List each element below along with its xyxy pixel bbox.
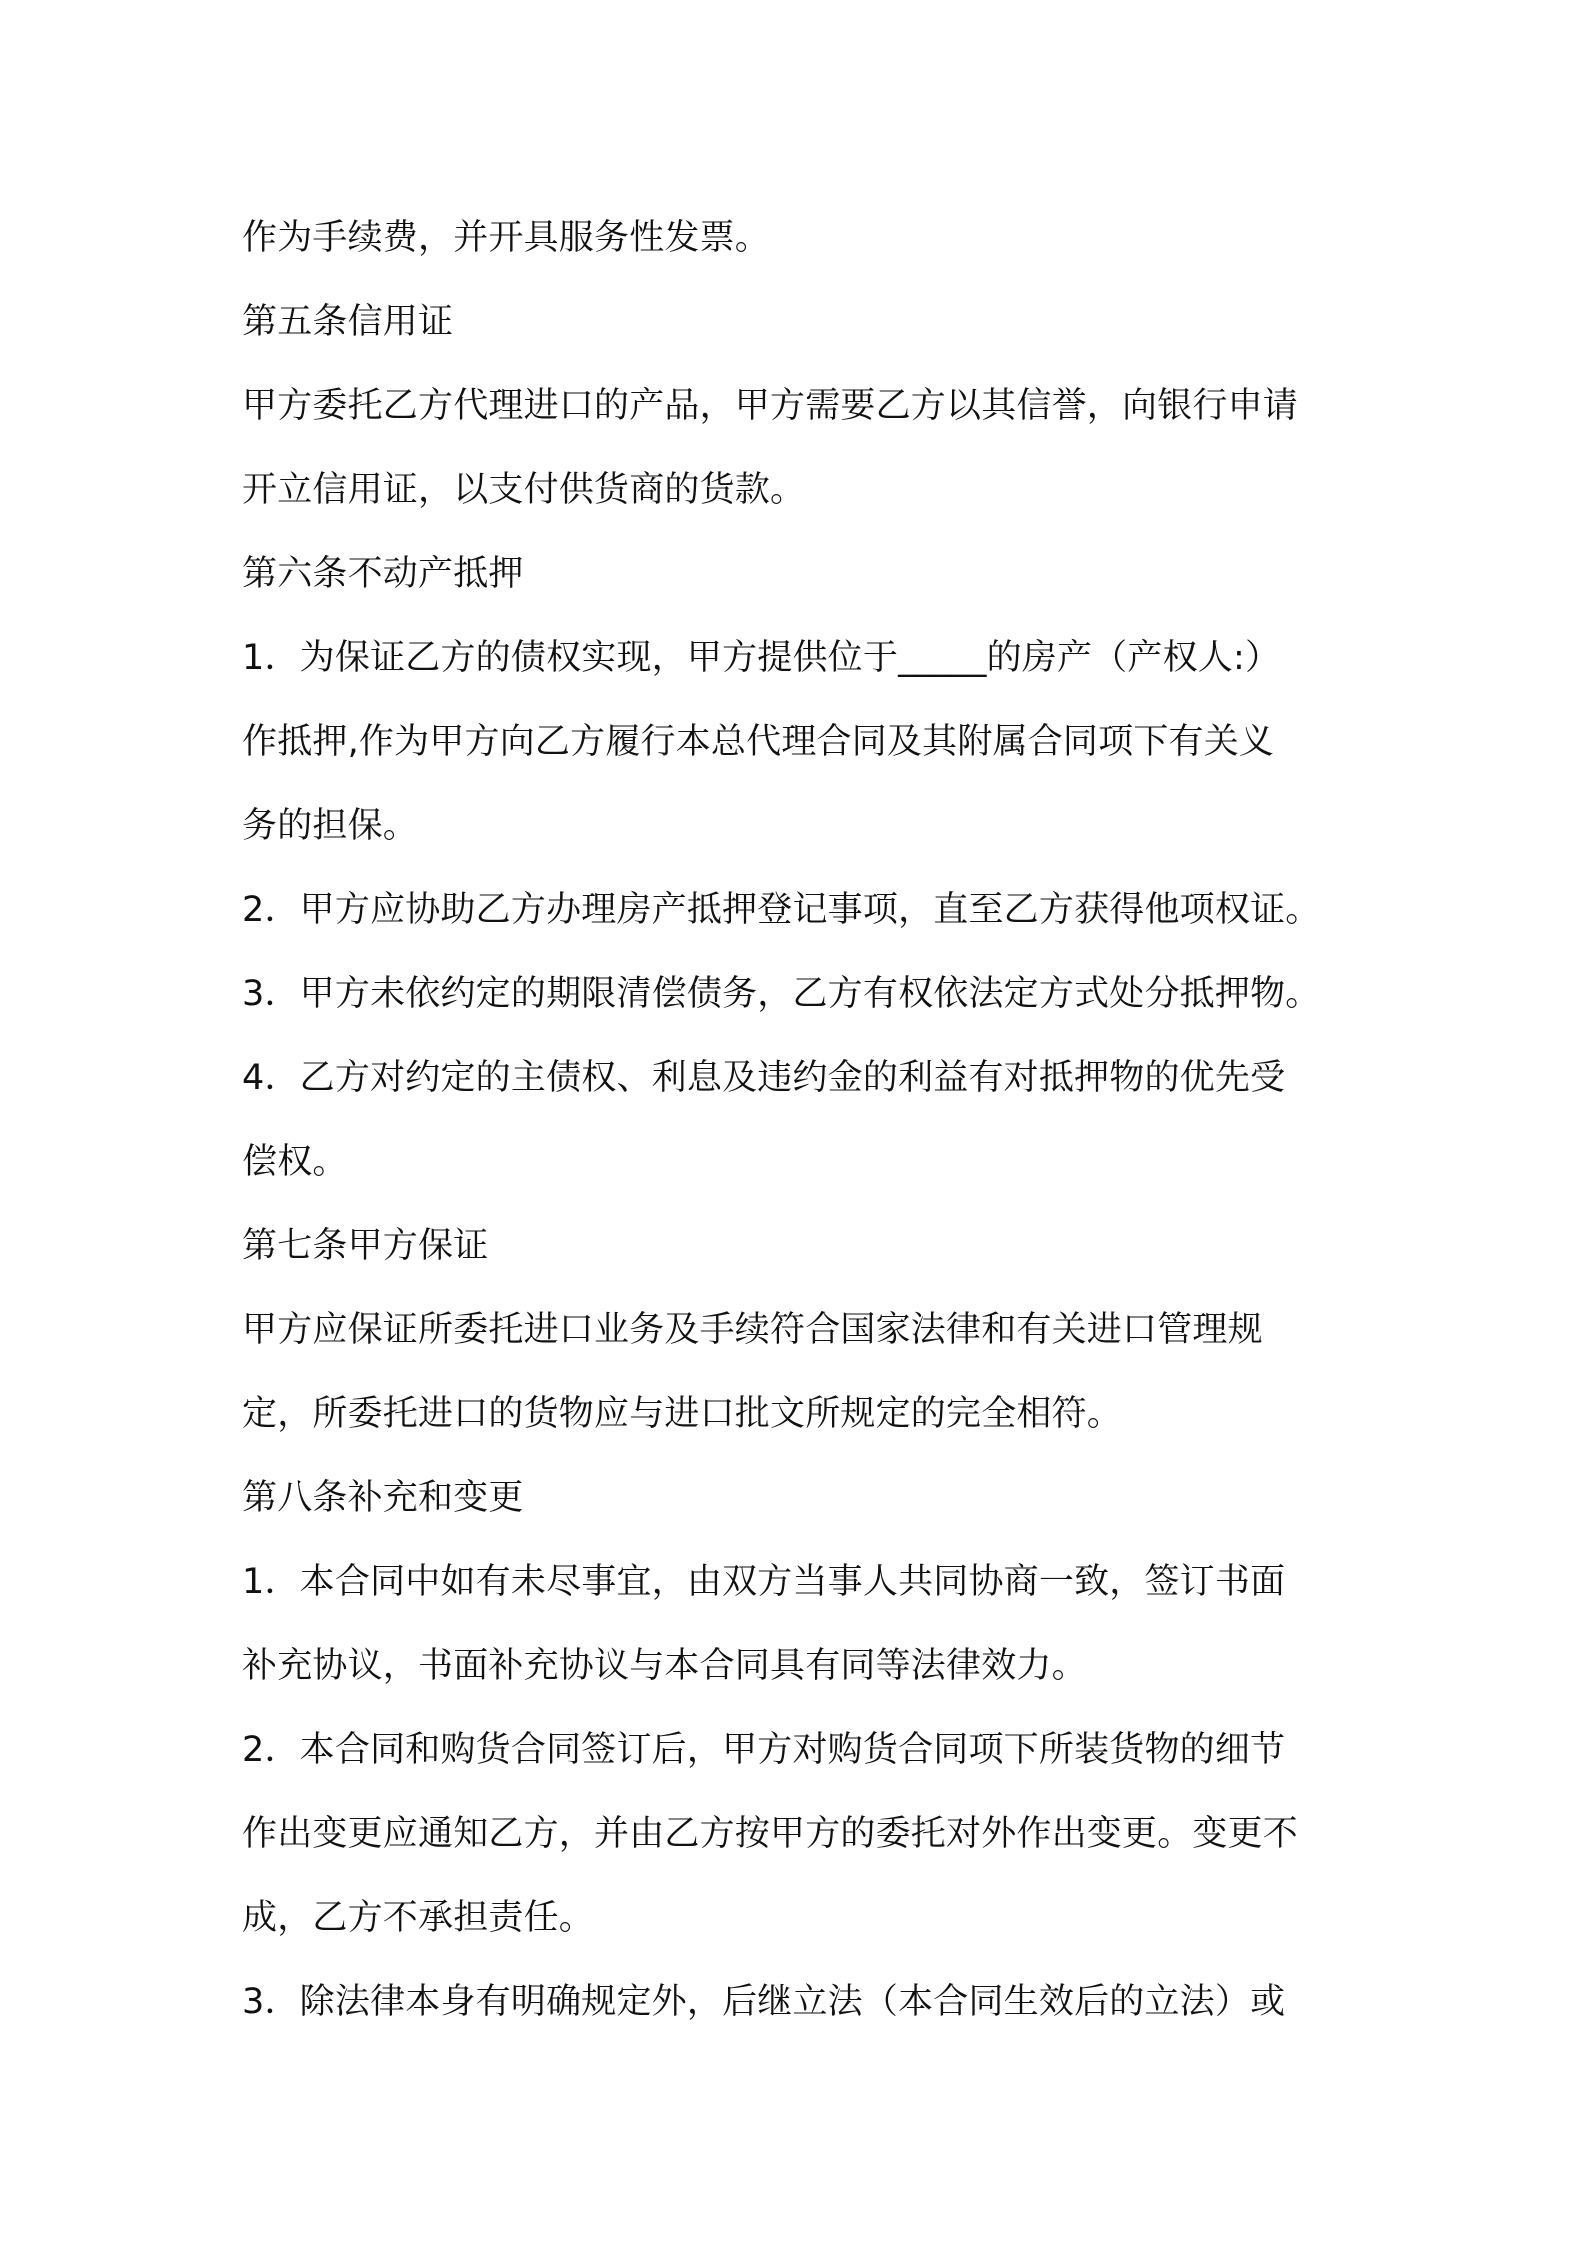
line-5-article-6-heading: 第六条不动产抵押 [242, 554, 524, 594]
line-22: 3．除法律本身有明确规定外，后继立法（本合同生效后的立法）或 [242, 1982, 1286, 2022]
line-2-article-5-heading: 第五条信用证 [242, 302, 454, 342]
line-6: 1．为保证乙方的债权实现，甲方提供位于_____的房产（产权人:） [242, 638, 1281, 678]
line-11: 4．乙方对约定的主债权、利息及违约金的利益有对抵押物的优先受 [242, 1058, 1286, 1098]
line-17: 1．本合同中如有未尽事宜，由双方当事人共同协商一致，签订书面 [242, 1562, 1286, 1602]
document-body [242, 196, 1367, 2044]
line-14: 甲方应保证所委托进口业务及手续符合国家法律和有关进口管理规 [242, 1310, 1263, 1350]
line-12: 偿权。 [242, 1142, 348, 1182]
line-20: 作出变更应通知乙方，并由乙方按甲方的委托对外作出变更。变更不 [242, 1814, 1299, 1854]
line-13-article-7-heading: 第七条甲方保证 [242, 1226, 489, 1266]
line-15: 定，所委托进口的货物应与进口批文所规定的完全相符。 [242, 1394, 1123, 1434]
line-21: 成，乙方不承担责任。 [242, 1898, 595, 1938]
line-16-article-8-heading: 第八条补充和变更 [242, 1478, 524, 1518]
line-9: 2．甲方应协助乙方办理房产抵押登记事项，直至乙方获得他项权证。 [242, 890, 1321, 930]
line-3: 甲方委托乙方代理进口的产品，甲方需要乙方以其信誉，向银行申请 [242, 386, 1299, 426]
line-19: 2．本合同和购货合同签订后，甲方对购货合同项下所装货物的细节 [242, 1730, 1286, 1770]
line-1: 作为手续费，并开具服务性发票。 [242, 218, 771, 258]
line-4: 开立信用证，以支付供货商的货款。 [242, 470, 806, 510]
line-7: 作抵押,作为甲方向乙方履行本总代理合同及其附属合同项下有关义 [242, 722, 1275, 762]
line-10: 3．甲方未依约定的期限清偿债务，乙方有权依法定方式处分抵押物。 [242, 974, 1321, 1014]
line-18: 补充协议，书面补充协议与本合同具有同等法律效力。 [242, 1646, 1087, 1686]
line-8: 务的担保。 [242, 806, 419, 846]
